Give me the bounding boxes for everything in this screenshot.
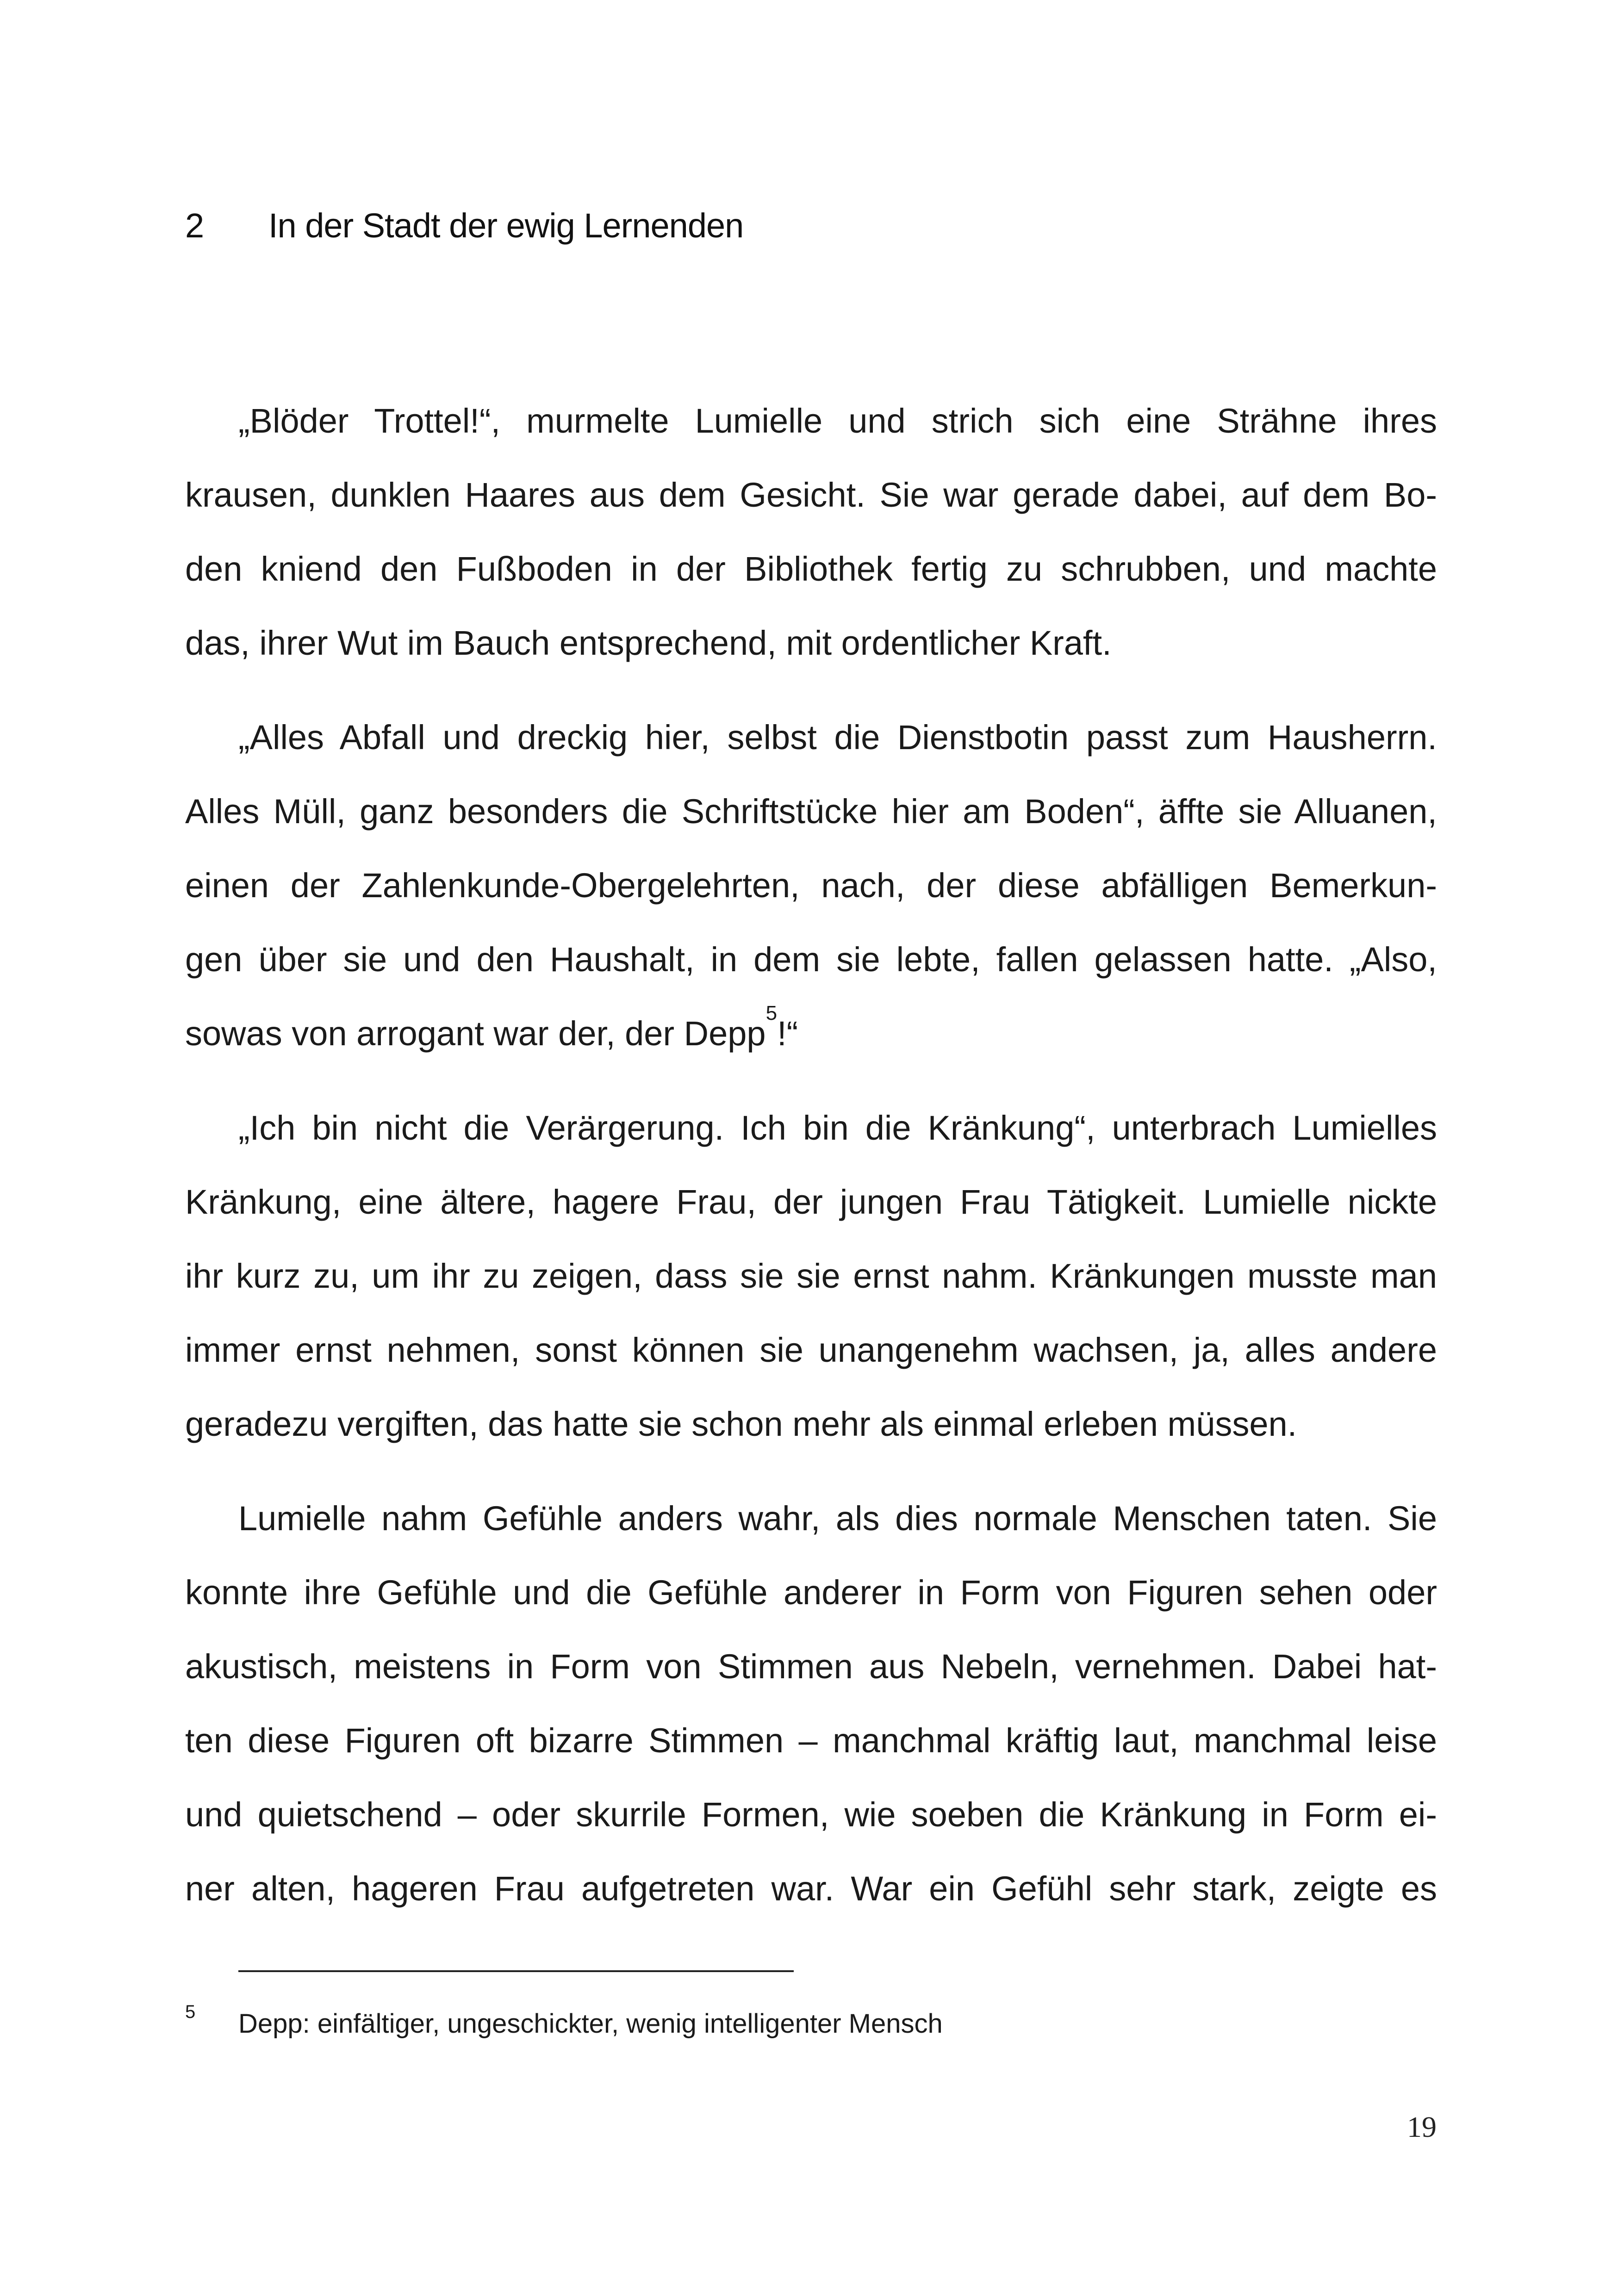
page-number: 19 [1407, 2110, 1437, 2143]
paragraph-1 [185, 384, 1437, 680]
text-line: „Blöder Trottel!“, murmelte Lumielle und strich sich eine Strähne ihres [238, 402, 1437, 440]
paragraph-3 [185, 1091, 1437, 1461]
footnote-mark: 5 [185, 2002, 196, 2022]
footnote-reference[interactable]: 5 [765, 1002, 778, 1024]
text-line: Kränkung, eine ältere, hagere Frau, der jungen Frau Tätigkeit. Lumielle nickte [185, 1183, 1437, 1221]
text-segment: !“ [777, 1014, 798, 1053]
text-line: krausen, dunklen Haares aus dem Gesicht. Sie war gerade dabei, auf dem Bo- [185, 476, 1437, 514]
text-line: „Ich bin nicht die Verärgerung. Ich bin die Kränkung“, unterbrach Lumielles [238, 1109, 1437, 1147]
text-line: einen der Zahlenkunde-Obergelehrten, nach, der diese abfälligen Bemerkun- [185, 866, 1437, 905]
text-line: Alles Müll, ganz besonders die Schriftstücke hier am Boden“, äffte sie Alluanen, [185, 792, 1437, 831]
text-segment: sowas von arrogant war der, der Depp [185, 1014, 766, 1053]
text-line: immer ernst nehmen, sonst können sie unangenehm wachsen, ja, alles andere [185, 1331, 1437, 1369]
text-line: gen über sie und den Haushalt, in dem sie lebte, fallen gelassen hatte. „Also, [185, 940, 1437, 979]
text-line: geradezu vergiften, das hatte sie schon mehr als einmal erleben müssen. [185, 1405, 1297, 1443]
text-line: ner alten, hageren Frau aufgetreten war. War ein Gefühl sehr stark, zeigte es [185, 1869, 1437, 1908]
text-line: konnte ihre Gefühle und die Gefühle anderer in Form von Figuren sehen oder [185, 1573, 1437, 1612]
body-text [185, 384, 1437, 1946]
text-line: ten diese Figuren oft bizarre Stimmen – manchmal kräftig laut, manchmal leise [185, 1721, 1437, 1760]
paragraph-4 [185, 1482, 1437, 1926]
text-line: den kniend den Fußboden in der Bibliothek fertig zu schrubben, und machte [185, 550, 1437, 588]
paragraph-2 [185, 701, 1437, 1071]
text-line: akustisch, meistens in Form von Stimmen aus Nebeln, vernehmen. Dabei hat- [185, 1647, 1437, 1686]
chapter-title: In der Stadt der ewig Lernenden [268, 206, 744, 245]
text-line: „Alles Abfall und dreckig hier, selbst die Dienstbotin passt zum Hausherrn. [238, 718, 1437, 757]
text-line: ihr kurz zu, um ihr zu zeigen, dass sie sie ernst nahm. Kränkungen musste man [185, 1257, 1437, 1295]
text-line: das, ihrer Wut im Bauch entsprechend, mit ordentlicher Kraft. [185, 624, 1112, 662]
footnote-text: Depp: einfältiger, ungeschickter, wenig intelligenter Mensch [238, 2009, 943, 2039]
footnote-separator [238, 1970, 794, 1972]
chapter-number: 2 [185, 206, 204, 245]
text-line: und quietschend – oder skurrile Formen, wie soeben die Kränkung in Form ei- [185, 1795, 1437, 1834]
text-line-with-footnote [185, 997, 1437, 1071]
text-line: Lumielle nahm Gefühle anders wahr, als dies normale Menschen taten. Sie [238, 1499, 1437, 1538]
chapter-heading [185, 206, 743, 245]
